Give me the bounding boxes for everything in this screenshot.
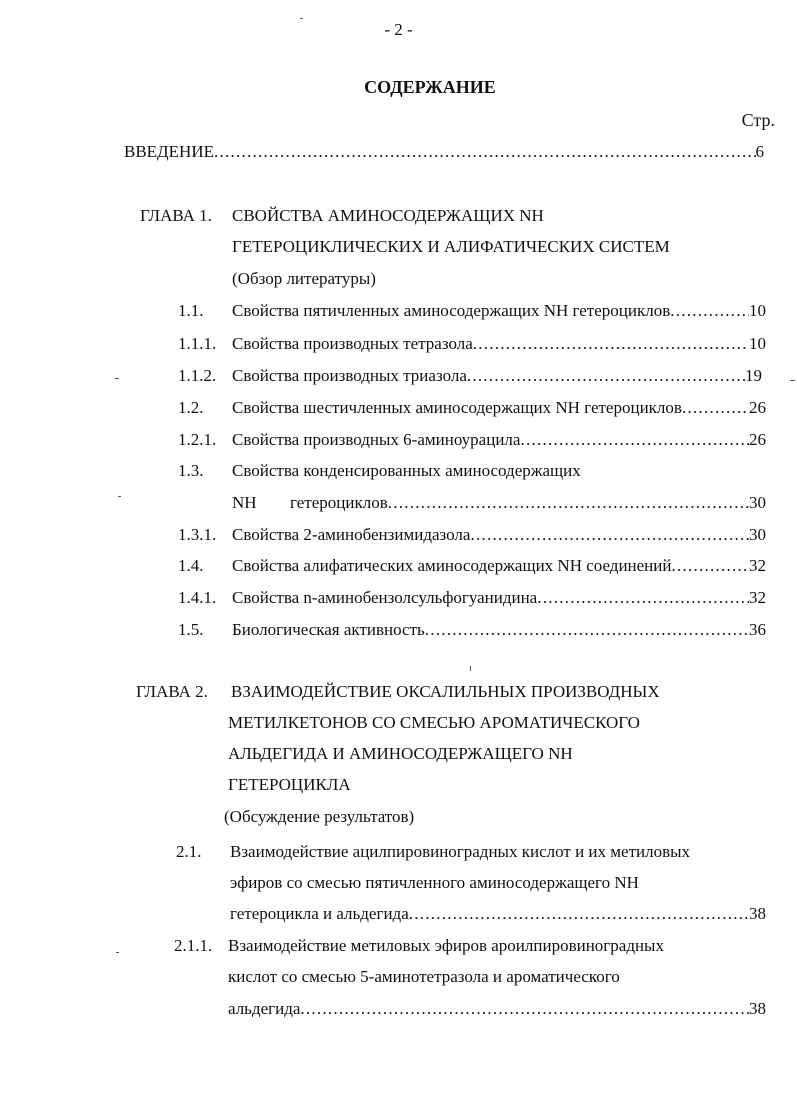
toc-section-number: 1.1. (178, 301, 204, 320)
toc-section-text[interactable]: Взаимодействие метиловых эфиров ароилпировиноградных (228, 936, 664, 955)
toc-section-text: Биологическая активность (232, 620, 425, 639)
toc-section-text: Свойства производных 6-аминоурацила (232, 430, 521, 449)
toc-section-page: 38 (749, 904, 766, 923)
toc-section-number: 1.3.1. (178, 525, 217, 544)
toc-section-page: 26 (749, 430, 766, 449)
toc-section-text: гетероциклов (290, 493, 388, 512)
toc-section-page: 32 (749, 588, 766, 607)
toc-section-text[interactable]: Взаимодействие ацилпировиноградных кислот и их метиловых (230, 842, 691, 861)
toc-section-text[interactable]: Свойства конденсированных аминосодержащих (232, 461, 581, 480)
dot-leader (671, 556, 749, 576)
toc-section-1-4[interactable] (232, 556, 766, 576)
page-column-label: Стр. (741, 110, 775, 130)
toc-section-text: Свойства производных тетразола (232, 334, 473, 353)
scan-speck (116, 952, 119, 953)
toc-section-2-1[interactable] (230, 904, 766, 924)
chapter2-subtitle: (Обсуждение результатов) (224, 807, 415, 826)
dot-leader (300, 999, 749, 1019)
toc-section-text-cont: NH (232, 493, 257, 512)
toc-intro[interactable] (124, 142, 764, 162)
page-number: - 2 - (384, 20, 413, 39)
toc-section-number: 1.4. (178, 556, 204, 575)
scan-speck (790, 380, 795, 381)
toc-section-number: 1.2. (178, 398, 204, 417)
chapter1-title-line: ГЕТЕРОЦИКЛИЧЕСКИХ И АЛИФАТИЧЕСКИХ СИСТЕМ (232, 237, 670, 256)
toc-section-1-2-1[interactable] (232, 430, 766, 450)
toc-section-number: 1.1.2. (178, 366, 217, 385)
toc-section-page: 36 (749, 620, 766, 639)
chapter1-subtitle: (Обзор литературы) (232, 269, 376, 288)
toc-section-1-1[interactable] (232, 301, 766, 321)
chapter1-title-line: СВОЙСТВА АМИНОСОДЕРЖАЩИХ NH (232, 206, 544, 225)
toc-section-page: 26 (749, 398, 766, 417)
toc-section-1-5[interactable] (232, 620, 766, 640)
scan-speck (118, 496, 121, 497)
toc-section-text: Свойства n-аминобензолсульфогуанидина (232, 588, 538, 607)
toc-section-1-1-1[interactable] (232, 334, 766, 354)
toc-section-1-1-2[interactable] (232, 366, 762, 386)
toc-section-text: Свойства 2-аминобензимидазола (232, 525, 471, 544)
toc-section-page: 10 (749, 334, 766, 353)
toc-section-text-cont: кислот со смесью 5-аминотетразола и ароматического (228, 967, 620, 986)
toc-section-2-1-1[interactable] (228, 999, 766, 1019)
toc-section-1-2[interactable] (232, 398, 766, 418)
dot-leader (388, 493, 749, 513)
dot-leader (409, 904, 749, 924)
toc-section-page: 19 (745, 366, 762, 385)
toc-section-text: Свойства шестичленных аминосодержащих NH гетероциклов (232, 398, 682, 417)
chapter1-label: ГЛАВА 1. (140, 206, 212, 225)
chapter2-label: ГЛАВА 2. (136, 682, 208, 701)
toc-section-number: 1.2.1. (178, 430, 217, 449)
chapter2-title-line: ГЕТЕРОЦИКЛА (228, 775, 351, 794)
dot-leader (473, 334, 749, 354)
toc-section-1-3[interactable] (290, 493, 766, 513)
toc-section-number: 1.3. (178, 461, 204, 480)
scan-speck (470, 666, 471, 671)
toc-section-number: 2.1.1. (174, 936, 213, 955)
toc-section-text-cont: эфиров со смесью пятичленного аминосодержащего NH (230, 873, 639, 892)
toc-section-page: 30 (749, 525, 766, 544)
toc-intro-page: 6 (755, 142, 764, 161)
toc-section-page: 38 (749, 999, 766, 1018)
dot-leader (214, 142, 756, 162)
toc-section-number: 1.5. (178, 620, 204, 639)
scan-speck (300, 18, 303, 19)
dot-leader (537, 588, 749, 608)
toc-intro-text: ВВЕДЕНИЕ (124, 142, 214, 161)
chapter2-title-line: МЕТИЛКЕТОНОВ СО СМЕСЬЮ АРОМАТИЧЕСКОГО (228, 713, 640, 732)
dot-leader (682, 398, 749, 418)
toc-section-text: Свойства алифатических аминосодержащих NH соединений (232, 556, 672, 575)
dot-leader (467, 366, 745, 386)
toc-section-1-4-1[interactable] (232, 588, 766, 608)
dot-leader (470, 525, 749, 545)
dot-leader (425, 620, 749, 640)
toc-section-number: 1.1.1. (178, 334, 217, 353)
toc-section-1-3-1[interactable] (232, 525, 766, 545)
toc-section-page: 30 (749, 493, 766, 512)
toc-section-text: альдегида (228, 999, 301, 1018)
toc-section-text: Свойства пятичленных аминосодержащих NH гетероциклов (232, 301, 671, 320)
dot-leader (520, 430, 749, 450)
toc-section-number: 1.4.1. (178, 588, 217, 607)
chapter2-title-line: АЛЬДЕГИДА И АМИНОСОДЕРЖАЩЕГО NH (228, 744, 573, 763)
dot-leader (670, 301, 749, 321)
toc-section-number: 2.1. (176, 842, 202, 861)
scan-speck (115, 378, 119, 379)
toc-section-page: 10 (749, 301, 766, 320)
toc-section-page: 32 (749, 556, 766, 575)
toc-section-text: Свойства производных триазола (232, 366, 467, 385)
page-title: СОДЕРЖАНИЕ (364, 77, 496, 97)
chapter2-title-line: ВЗАИМОДЕЙСТВИЕ ОКСАЛИЛЬНЫХ ПРОИЗВОДНЫХ (231, 682, 660, 701)
toc-section-text: гетероцикла и альдегида (230, 904, 409, 923)
